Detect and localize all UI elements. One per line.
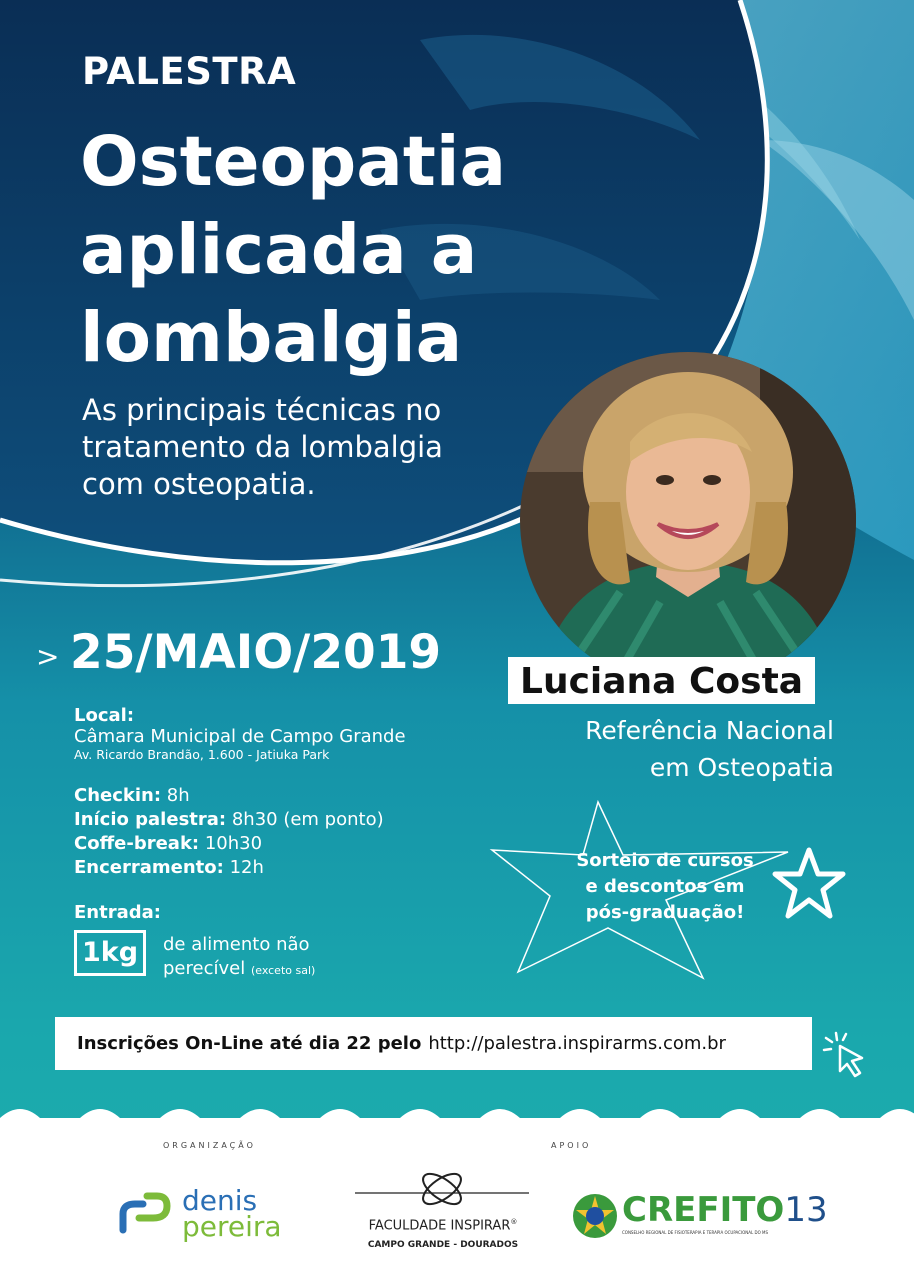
entry-amount-box: 1kg <box>74 930 146 976</box>
speaker-photo <box>520 352 856 688</box>
cursor-click-icon <box>822 1030 872 1078</box>
entry-text-word: perecível <box>163 958 246 979</box>
school-cities: CAMPO GRANDE - DOURADOS <box>367 1240 519 1250</box>
subtitle-line: com osteopatia. <box>82 467 316 501</box>
title-line: Osteopatia <box>80 122 507 202</box>
event-subtitle <box>82 392 522 503</box>
denis-pereira-logo-text <box>182 1184 282 1243</box>
schedule-label: Início palestra: <box>74 809 227 830</box>
venue-block <box>74 705 406 762</box>
denis-pereira-logo-mark <box>117 1192 175 1240</box>
event-title <box>80 118 640 382</box>
schedule-label: Encerramento: <box>74 857 224 878</box>
venue-name: Câmara Municipal de Campo Grande <box>74 726 406 747</box>
raffle-line: Sorteio de cursos <box>576 850 754 871</box>
schedule-value: 10h30 <box>199 833 263 854</box>
registered-mark: ® <box>510 1218 518 1226</box>
schedule-row <box>74 784 384 808</box>
entry-text-line <box>163 957 315 983</box>
schedule-block <box>74 784 384 880</box>
crefito-tagline: CONSELHO REGIONAL DE FISIOTERAPIA E TERAPIA OCUPACIONAL DO MS <box>622 1230 769 1235</box>
star-outline-icon <box>772 846 846 920</box>
registration-url[interactable]: http://palestra.inspirarms.com.br <box>428 1033 726 1054</box>
crefito-number: 13 <box>784 1190 828 1230</box>
faculdade-inspirar-logo-mark <box>355 1163 529 1215</box>
logo-line: denis <box>182 1184 258 1217</box>
venue-address: Av. Ricardo Brandão, 1.600 - Jatiuka Park <box>74 747 330 762</box>
schedule-label: Checkin: <box>74 785 162 806</box>
raffle-text <box>545 848 785 926</box>
title-line: aplicada a <box>80 210 478 290</box>
schedule-row <box>74 808 384 832</box>
entry-note: (exceto sal) <box>250 964 316 977</box>
schedule-value: 8h <box>161 785 190 806</box>
event-date: 25/MAIO/2019 <box>70 625 442 680</box>
schedule-row <box>74 856 384 880</box>
entry-text-line: de alimento não <box>163 934 310 955</box>
schedule-label: Coffe-break: <box>74 833 200 854</box>
speaker-role-line: em Osteopatia <box>649 753 834 782</box>
date-marker: > <box>36 640 60 673</box>
subtitle-line: tratamento da lombalgia <box>82 430 443 464</box>
logo-line: pereira <box>182 1210 282 1243</box>
registration-label: Inscrições On-Line até dia 22 pelo <box>77 1033 422 1054</box>
speaker-role-line: Referência Nacional <box>585 716 834 745</box>
support-label: APOIO <box>551 1141 592 1150</box>
raffle-line: e descontos em <box>585 876 745 897</box>
organization-label: ORGANIZAÇÃO <box>163 1141 256 1150</box>
schedule-value: 12h <box>223 857 264 878</box>
local-label: Local: <box>74 705 135 726</box>
schedule-value: 8h30 (em ponto) <box>226 809 384 830</box>
subtitle-line: As principais técnicas no <box>82 393 442 427</box>
registration-bar <box>55 1017 812 1070</box>
entry-description <box>163 933 315 983</box>
speaker-name: Luciana Costa <box>520 661 804 702</box>
speaker-name-box <box>508 657 815 704</box>
raffle-line: pós-graduação! <box>585 902 745 923</box>
school-name <box>358 1218 528 1233</box>
crefito-logo <box>622 1192 828 1228</box>
school-name-text: FACULDADE INSPIRAR <box>368 1218 511 1234</box>
crefito-name: CREFITO <box>622 1190 785 1230</box>
brazil-coat-of-arms-icon <box>571 1192 619 1240</box>
speaker-role <box>520 712 834 786</box>
event-kicker: PALESTRA <box>82 50 297 93</box>
schedule-row <box>74 832 384 856</box>
entry-label: Entrada: <box>74 902 161 923</box>
title-line: lombalgia <box>80 298 463 378</box>
speaker-portrait-image <box>520 352 856 688</box>
